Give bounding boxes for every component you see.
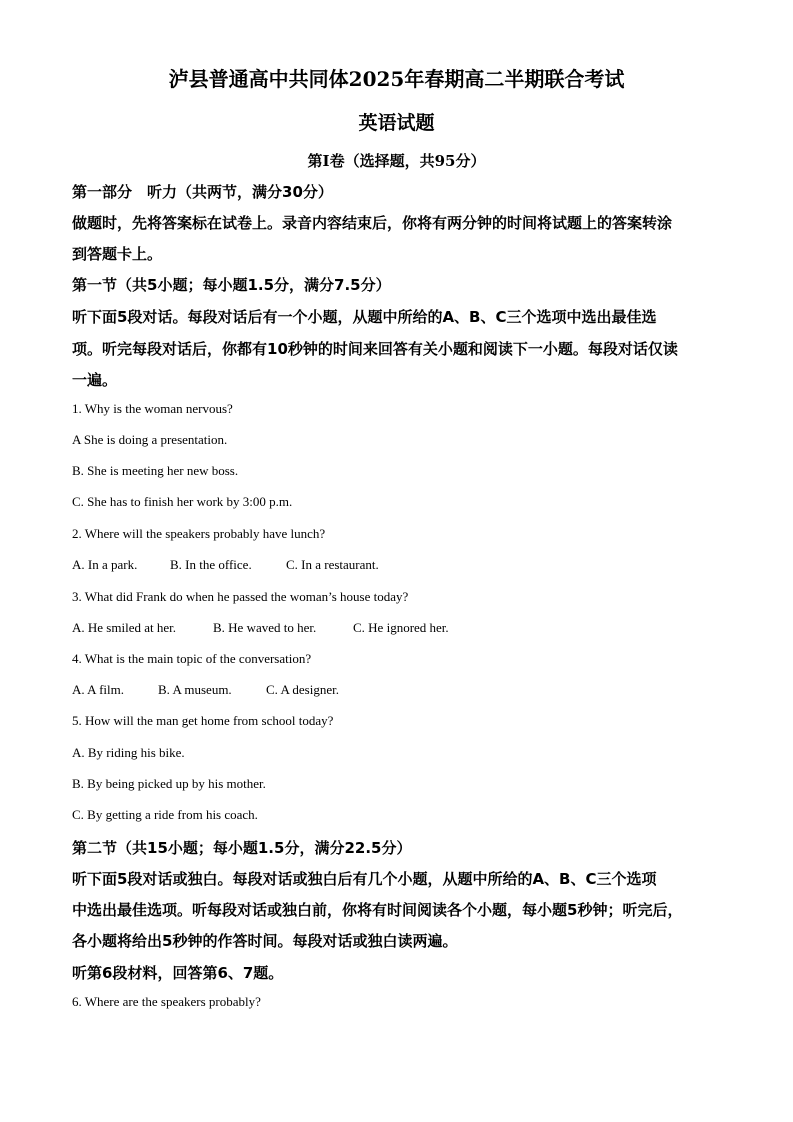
question-4: 4. What is the main topic of the conversation? (72, 651, 312, 666)
section2-instruction-line1: 听下面5段对话或独白。每段对话或独白后有几个小题，从题中所给的A、B、C三个选项 (72, 870, 657, 888)
subject-title: 英语试题 (358, 112, 435, 134)
question-2-options (72, 557, 379, 573)
question-1-option-b: B. She is meeting her new boss. (72, 463, 239, 478)
question-2-option-c: C. In a restaurant. (286, 557, 379, 572)
question-5-option-c: C. By getting a ride from his coach. (72, 807, 258, 822)
question-3-option-a: A. He smiled at her. (72, 620, 176, 635)
material-6-heading: 听第6段材料，回答第6、7题。 (72, 964, 284, 982)
question-5-option-a: A. By riding his bike. (72, 745, 185, 760)
question-1-option-a: A She is doing a presentation. (72, 432, 228, 447)
exam-title: 泸县普通高中共同体2025年春期高二半期联合考试 (168, 67, 625, 91)
section1-instruction-line2: 项。听完每段对话后，你都有10秒钟的时间来回答有关小题和阅读下一小题。每段对话仅读 (72, 340, 678, 358)
question-6: 6. Where are the speakers probably? (72, 994, 261, 1009)
section1-heading: 第一节（共5小题；每小题1.5分，满分7.5分） (72, 276, 391, 294)
question-2-option-a: A. In a park. (72, 557, 138, 572)
question-3-options (72, 620, 449, 636)
question-3: 3. What did Frank do when he passed the woman’s house today? (72, 589, 409, 604)
volume-heading: 第Ⅰ卷（选择题，共95分） (307, 152, 486, 170)
part1-heading: 第一部分 听力（共两节，满分30分） (72, 183, 333, 201)
section2-instruction-line2: 中选出最佳选项。听每段对话或独白前，你将有时间阅读各个小题，每小题5秒钟；听完后， (72, 901, 683, 919)
question-5: 5. How will the man get home from school today? (72, 713, 334, 728)
section2-instruction-line3: 各小题将给出5秒钟的作答时间。每段对话或独白读两遍。 (72, 932, 458, 950)
section1-instruction-line1: 听下面5段对话。每段对话后有一个小题，从题中所给的A、B、C三个选项中选出最佳选 (72, 308, 657, 326)
question-1: 1. Why is the woman nervous? (72, 401, 233, 416)
question-2-option-b: B. In the office. (170, 557, 252, 572)
section1-instruction-line3: 一遍。 (72, 371, 118, 389)
question-1-option-c: C. She has to finish her work by 3:00 p.m. (72, 494, 293, 509)
question-2: 2. Where will the speakers probably have lunch? (72, 526, 326, 541)
part1-instruction-line1: 做题时，先将答案标在试卷上。录音内容结束后，你将有两分钟的时间将试题上的答案转涂 (72, 214, 673, 232)
question-4-option-c: C. A designer. (266, 682, 339, 697)
question-5-option-b: B. By being picked up by his mother. (72, 776, 266, 791)
question-3-option-b: B. He waved to her. (213, 620, 317, 635)
question-4-options (72, 682, 339, 698)
section2-heading: 第二节（共15小题；每小题1.5分，满分22.5分） (72, 839, 412, 857)
part1-instruction-line2: 到答题卡上。 (72, 245, 163, 263)
question-4-option-a: A. A film. (72, 682, 125, 697)
question-4-option-b: B. A museum. (158, 682, 232, 697)
question-3-option-c: C. He ignored her. (353, 620, 449, 635)
